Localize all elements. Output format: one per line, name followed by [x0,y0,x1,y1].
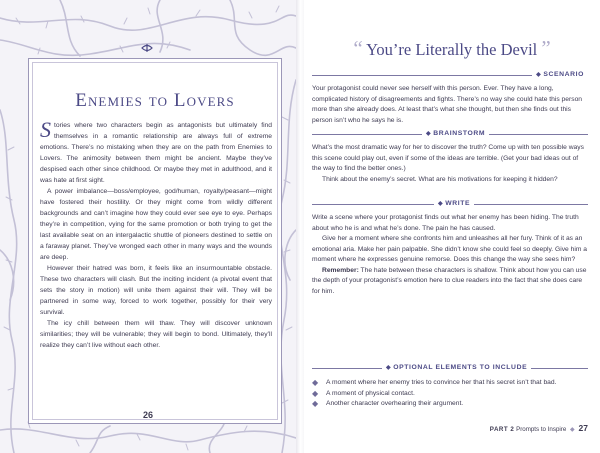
remember-label: Remember: [322,266,359,274]
list-item-text: Another character overhearing their argument. [326,400,464,407]
section-label [382,363,531,373]
left-page-title: Enemies to Lovers [75,90,235,111]
body-paragraph: However their hatred was born, it feels like an insurmountable obstacle. These two characters will clash. But the inciting incident (a pivotal event that sets the story in motion) will unite them against their will. They will be partnered in some way, forced to work together, possibly for their very survival. [40,265,272,316]
section-name: Prompts to Inspire [516,426,567,433]
section-label [422,129,489,139]
body-paragraph: A power imbalance—boss/employee, god/human, royalty/peasant—might have fostered their hostility. Or they might come from wildly different backgrounds and can’t imagine how they could ever see eye to eye. Perhaps they’re in competition, vying for the same promotion or both trying to get the last available seat on an intergalactic shuttle of pioneers destined to settle on a faraway planet. They’ve wronged each other in many ways and the wounds are deep. [40,188,272,261]
diamond-bullet-icon: ◆ [312,399,319,408]
open-quote-mark: “ [353,36,363,60]
diamond-icon: ◆ [438,201,444,207]
right-page-footer [490,423,588,433]
scenario-paragraph: Your protagonist could never see herself with this person. Ever. They have a long, complicated history of disagreements and fights. There’s no way she could hate this person more than she already does. At least that’s what she thought, but then she finds out this person isn’t who he says he is. [312,85,583,124]
prompt-title [304,36,600,61]
optional-elements-heading [312,363,588,373]
optional-elements-list [312,378,588,410]
write-heading [312,199,588,209]
book-spine [296,0,304,453]
left-page-number: 26 [142,410,153,420]
brainstorm-heading [312,129,588,139]
remember-paragraph [312,266,588,298]
close-quote-mark: ” [541,36,551,60]
right-page [304,0,600,453]
diamond-icon: ◆ [536,72,542,78]
list-item [312,389,588,400]
body-paragraph [40,117,272,186]
left-page [0,0,296,453]
brainstorm-paragraph: Think about the enemy’s secret. What are his motivations for keeping it hidden? [322,175,558,183]
list-item-text: A moment where her enemy tries to convince her that his secret isn’t that bad. [326,379,557,386]
diamond-icon: ◆ [386,365,392,371]
section-label [434,199,474,209]
write-text [312,213,588,297]
brainstorm-text [312,143,588,185]
diamond-bullet-icon: ◆ [312,378,319,387]
diamond-icon: ◆ [426,131,432,137]
list-item [312,399,588,410]
section-label-text: OPTIONAL ELEMENTS TO INCLUDE [393,364,528,371]
write-paragraph: Write a scene where your protagonist finds out what her enemy has been hiding. The truth about who he is and what he’s done. The pain he has caused. [312,214,579,232]
prompt-title-text: You’re Literally the Devil [366,40,538,59]
list-item [312,378,588,389]
section-label-text: WRITE [445,200,471,207]
drop-cap: S [40,117,51,142]
diamond-bullet-icon: ◆ [312,388,319,398]
remember-text: The hate between these characters is shallow. Think about how you can use the depth of your protagonist’s emotion here to clue readers into the fact that she does care for him. [312,266,587,295]
write-paragraph: Give her a moment where she confronts him and unleashes all her fury. Think of it as an emotional aria. Make her pain palpable. She didn’t know she could feel so deeply. Give him a moment where he expresses genuine remorse. Does this change the way she sees him? [312,235,587,263]
section-label-text: BRAINSTORM [433,130,486,137]
footer-separator: ◆ [570,426,575,433]
section-label-text: SCENARIO [543,71,584,78]
section-label [532,70,588,80]
body-paragraph: The icy chill between them will thaw. They will discover unknown similarities; they will be vulnerable; they will begin to bond. Ultimately, they’ll realize they can’t live without each other. [40,320,272,349]
scenario-text [312,84,588,126]
right-page-number: 27 [578,423,588,433]
ornament-icon [140,43,154,53]
scenario-heading [312,70,588,80]
part-label: PART 2 [489,426,515,433]
brainstorm-paragraph: What’s the most dramatic way for her to discover the truth? Come up with ten possible ways this scene could play out, even if some of the ideas are terrible. (Get your bad ideas out of the way to find the better ones.) [312,144,584,172]
paragraph-text: tories where two characters begin as antagonists but ultimately find themselves in a romantic relationship are always full of extreme emotions. There’s no mistaking when they are on the path from Enemies to Lovers. The animosity between them might be ancient. Maybe they’ve despised each other since childhood. Or maybe they met in adulthood, and it was hate at first sight. [40,122,272,184]
left-page-body [40,117,272,351]
list-item-text: A moment of physical contact. [326,389,415,397]
